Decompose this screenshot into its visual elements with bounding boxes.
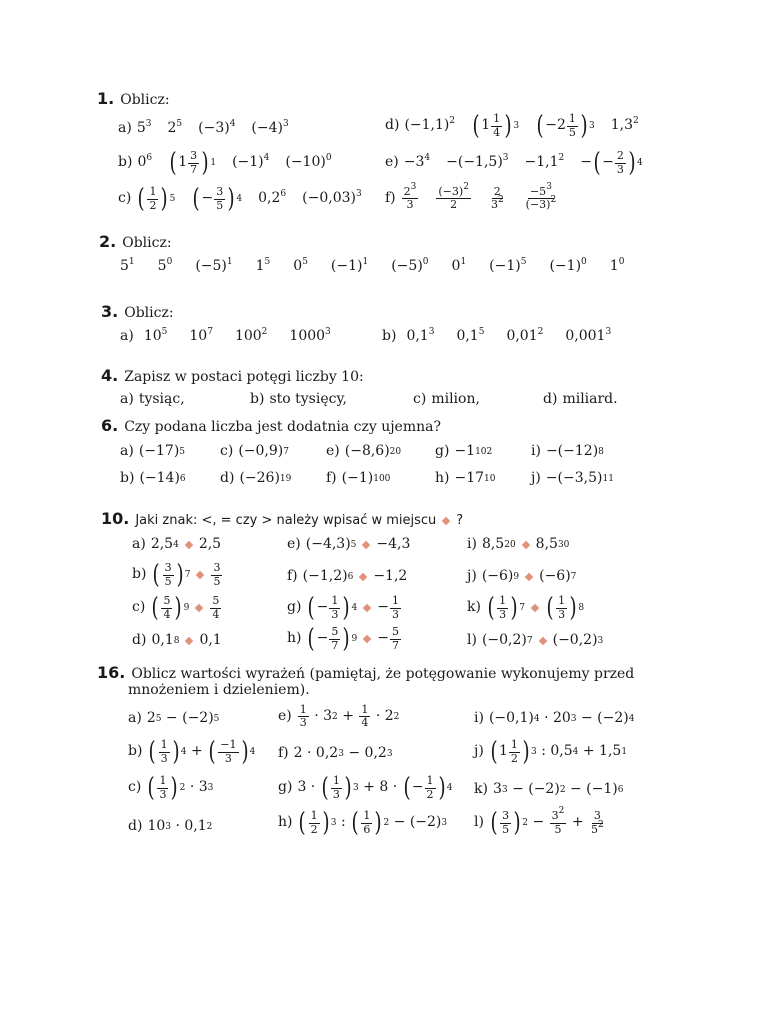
expr: ( 1 $\frac{3}{7}$ ) 1	[169, 148, 217, 178]
item-label: c)	[118, 190, 132, 207]
exercise-16a: a) 2 5 − (−2) 5	[128, 710, 220, 726]
expr: $5^3$	[136, 119, 152, 136]
exercise-16-title-cont: mnożeniem i dzieleniem).	[128, 682, 310, 698]
expr: $10^5$	[143, 327, 168, 344]
exercise-number: 1.	[97, 89, 115, 108]
exercise-10a: a) 2,5 4 2,5	[132, 536, 222, 552]
expr: $-1,1^2$	[524, 153, 565, 171]
exercise-1e	[385, 150, 643, 176]
exercise-16l: l) ( $\frac{3}{5}$ ) 2 − $\frac{3^2}{5}$ + $\frac{3}{5^2}$	[474, 806, 604, 838]
exercise-6c: c) (−0,9) 7	[220, 443, 289, 459]
exercise-6-header	[101, 416, 441, 437]
exercise-4b: b) sto tysięcy,	[250, 391, 347, 407]
exercise-16c: c) ( $\frac{1}{3}$ ) 2 · 3 3	[128, 773, 214, 803]
exercise-title: Zapisz w postaci potęgi liczby 10:	[124, 369, 364, 385]
expr: $\frac{2}{3^2}$	[490, 185, 504, 212]
exercise-10l: l) (−0,2) 7 (−0,2) 3	[467, 632, 604, 648]
expr: $(-1)^4$	[232, 153, 270, 171]
exercise-title: Oblicz wartości wyrażeń (pamiętaj, że potęgowanie wykonujemy przed	[131, 666, 635, 682]
diamond-icon	[362, 541, 370, 549]
exercise-16g: g) 3 · ( $\frac{1}{3}$ ) 3 + 8 · ( − $\frac{1}{2}$ ) 4	[278, 773, 453, 803]
expr: $-3^4$	[403, 153, 431, 171]
exercise-6j: j) −(−3,5) 11	[531, 470, 614, 486]
expr: ( −2 $\frac{1}{5}$ ) 3	[536, 111, 595, 141]
expr: $\frac{-5^3}{(-3)^2}$	[525, 182, 557, 212]
exercise-10f: f) (−1,2) 6 −1,2	[287, 568, 408, 584]
exercise-6f: f) (−1) 100	[326, 470, 391, 486]
expr: $(-1)^5$	[489, 257, 527, 274]
exercise-16h: h) ( $\frac{1}{2}$ ) 3 : ( $\frac{1}{6}$ ) 2 − (−2) 3	[278, 808, 448, 838]
expr: $1^5$	[255, 257, 271, 274]
diamond-icon	[196, 571, 204, 579]
expr: $(-5)^1$	[195, 257, 233, 274]
exercise-4-header	[101, 366, 364, 387]
exercise-10j: j) (−6) 9 (−6) 7	[467, 568, 577, 584]
expr: $(-0,03)^3$	[302, 189, 362, 207]
expr: $1^0$	[609, 257, 625, 274]
exercise-1d	[385, 113, 639, 139]
item-label: a)	[118, 120, 132, 136]
expr: $(-10)^0$	[285, 153, 332, 171]
expr: $5^0$	[157, 257, 173, 274]
exercise-title: Oblicz:	[122, 235, 172, 251]
expr: $0,1^5$	[456, 327, 485, 344]
expr: 1000$^3$	[289, 327, 331, 344]
expr: 0,01$^2$	[506, 327, 544, 344]
exercise-16k: k) 3 3 − (−2) 2 − (−1) 6	[474, 781, 624, 797]
item-label: e)	[385, 154, 399, 171]
exercise-number: 6.	[101, 416, 119, 435]
exercise-number: 4.	[101, 366, 119, 385]
exercise-16-header	[97, 663, 634, 684]
exercise-10g: g) ( − $\frac{1}{3}$ ) 4 − $\frac{1}{3}$	[287, 593, 399, 623]
diamond-icon	[185, 637, 193, 645]
expr: $2^5$	[167, 119, 183, 136]
exercise-1b	[118, 150, 332, 176]
exercise-10c: c) ( $\frac{5}{4}$ ) 9 $\frac{5}{4}$	[132, 593, 220, 623]
diamond-icon	[185, 541, 193, 549]
exercise-6a: a) (−17) 5	[120, 443, 186, 459]
expr: − ( − $\frac{2}{3}$ ) 4	[580, 148, 643, 178]
exercise-3-header	[101, 302, 174, 323]
exercise-3a	[120, 328, 331, 346]
diamond-icon	[442, 516, 450, 524]
exercise-6i: i) −(−12) 8	[531, 443, 604, 459]
diamond-icon	[195, 604, 203, 612]
expr: $-(-1,5)^3$	[446, 153, 509, 171]
expr: $5^1$	[120, 257, 135, 274]
exercise-6b: b) (−14) 6	[120, 470, 186, 486]
expr: $\frac{(-3)^2}{2}$	[438, 182, 469, 212]
exercise-4a: a) tysiąc,	[120, 391, 185, 407]
exercise-number: 10.	[101, 509, 130, 528]
item-label: a)	[120, 328, 134, 344]
exercise-6h: h) −17 10	[435, 470, 496, 486]
expr: $1,3^2$	[610, 116, 639, 134]
exercise-16f: f) 2 · 0,2 3 − 0,2 3	[278, 745, 393, 761]
exercise-title: Oblicz:	[120, 92, 170, 108]
diamond-icon	[525, 573, 533, 581]
exercise-4d: d) miliard.	[543, 391, 618, 407]
exercise-number: 2.	[99, 232, 117, 251]
expr: $(-1)^0$	[549, 257, 587, 274]
expr: $(-4)^3$	[251, 119, 289, 136]
exercise-number: 3.	[101, 302, 119, 321]
expr: $(-1)^1$	[330, 257, 369, 274]
expr: $0^1$	[451, 257, 467, 274]
expr: $(-3)^4$	[198, 119, 236, 136]
item-label: b)	[118, 154, 133, 171]
expr: $0^6$	[137, 153, 153, 171]
exercise-1f	[385, 182, 559, 212]
diamond-icon	[538, 637, 546, 645]
diamond-icon	[521, 541, 529, 549]
exercise-10d: d) 0,1 8 0,1	[132, 632, 222, 648]
exercise-10h: h) ( − $\frac{5}{7}$ ) 9 − $\frac{5}{7}$	[287, 624, 399, 654]
exercise-10-header	[101, 509, 463, 529]
exercise-10k: k) ( $\frac{1}{3}$ ) 7 ( $\frac{1}{3}$ ) 8	[467, 593, 585, 623]
exercise-16b: b) ( $\frac{1}{3}$ ) 4 + ( $\frac{-1}{3}$ ) 4	[128, 737, 256, 767]
exercise-2-items	[120, 258, 624, 276]
exercise-2-header	[99, 232, 172, 253]
exercise-16i: i) (−0,1) 4 · 20 3 − (−2) 4	[474, 710, 635, 726]
exercise-3b	[382, 328, 611, 346]
exercise-10e: e) (−4,3) 5 −4,3	[287, 536, 411, 552]
expr: 0,001$^3$	[565, 327, 612, 344]
expr: $(-1,1)^2$	[404, 116, 456, 134]
exercise-4c: c) milion,	[413, 391, 480, 407]
exercise-16j: j) ( 1 $\frac{1}{2}$ ) 3 : 0,5 4 + 1,5 1	[474, 737, 628, 767]
expr: $0^5$	[293, 257, 308, 274]
exercise-title: Oblicz:	[124, 305, 174, 321]
diamond-icon	[359, 573, 367, 581]
expr: $(-5)^0$	[391, 257, 429, 274]
item-label: f)	[385, 189, 396, 206]
expr: ( $\frac{1}{2}$ ) 5	[137, 184, 176, 214]
exercise-1-header	[97, 89, 170, 110]
exercise-6g: g) −1 102	[435, 443, 493, 459]
exercise-10i: i) 8,5 20 8,5 30	[467, 536, 570, 552]
expr: $0,2^6$	[258, 189, 287, 207]
expr: ( − $\frac{3}{5}$ ) 4	[192, 184, 243, 214]
diamond-icon	[363, 635, 371, 643]
diamond-icon	[363, 604, 371, 612]
exercise-6d: d) (−26) 19	[220, 470, 292, 486]
item-label: b)	[382, 328, 397, 344]
exercise-6e: e) (−8,6) 20	[326, 443, 402, 459]
item-label: d)	[385, 117, 400, 134]
exercise-title: Jaki znak: <, = czy > należy wpisać w miejscu ?	[135, 513, 464, 528]
exercise-10b: b) ( $\frac{3}{5}$ ) 7 $\frac{3}{5}$	[132, 560, 221, 590]
exercise-title: Czy podana liczba jest dodatnia czy ujemna?	[124, 419, 441, 435]
exercise-1c	[118, 186, 362, 212]
exercise-number: 16.	[97, 663, 126, 682]
exercise-16e: e) $\frac{1}{3}$ · 3 2 + $\frac{1}{4}$ · 2 2	[278, 703, 400, 730]
expr: ( 1 $\frac{1}{4}$ ) 3	[472, 111, 520, 141]
expr: $0,1^3$	[406, 327, 435, 344]
exercise-1a	[118, 120, 289, 138]
expr: $\frac{2^3}{3}$	[403, 182, 417, 212]
diamond-icon	[531, 604, 539, 612]
expr: $100^2$	[234, 327, 268, 344]
expr: $10^7$	[189, 327, 213, 344]
exercise-16d: d) 10 3 · 0,1 2	[128, 818, 213, 834]
